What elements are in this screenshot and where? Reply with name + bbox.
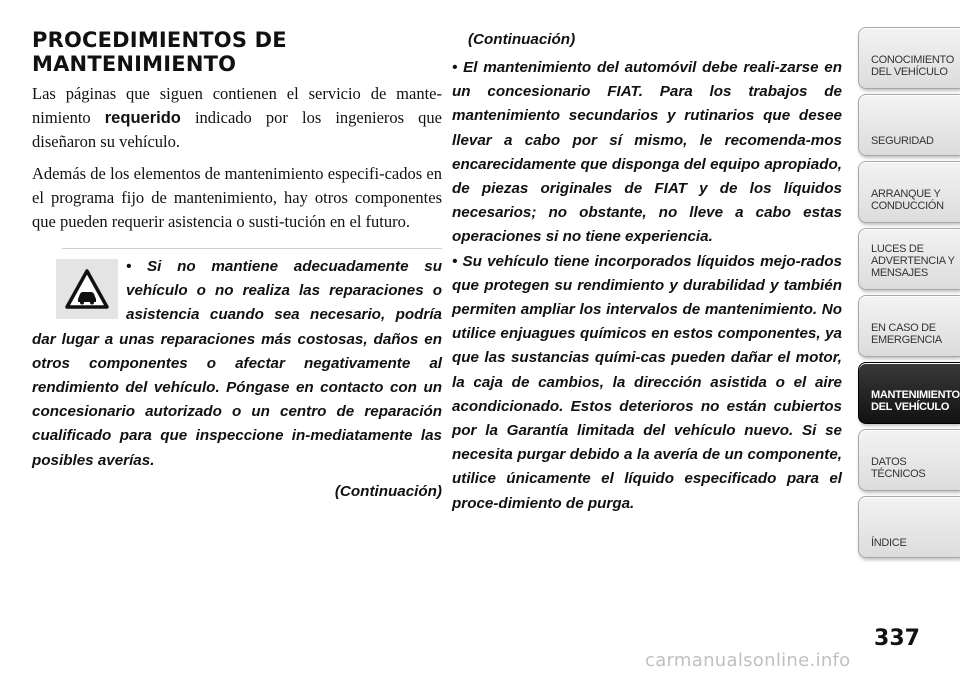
warning-car-triangle-icon: [56, 259, 118, 319]
tab-label-line: DEL VEHÍCULO: [871, 66, 948, 78]
tab-label-line: SEGURIDAD: [871, 135, 934, 147]
watermark: carmanualsonline.info: [645, 650, 851, 671]
tab-label-line: DEL VEHÍCULO: [871, 401, 950, 413]
section-tabs: [858, 27, 960, 563]
tab-label-line: CONDUCCIÓN: [871, 200, 944, 212]
tab-label-line: TÉCNICOS: [871, 468, 926, 480]
left-column: [32, 28, 442, 500]
tab-arranque-conduccion[interactable]: [858, 161, 960, 223]
tab-label-line: EMERGENCIA: [871, 334, 942, 346]
intro-text-2: indicado por los ingenieros que diseñaron su vehículo.: [32, 108, 442, 151]
title-line-1: PROCEDIMIENTOS DE: [32, 28, 287, 52]
page-title: [32, 28, 442, 76]
page-number: 337: [874, 626, 920, 651]
bullet-dealer-maintenance: • El mantenimiento del automóvil debe reali-zarse en un concesionario FIAT. Para los trabajos de mantenimiento secundarios y rutinarios que desee llevar a cabo por sí mismo, le recomenda-mos encarecidamente que disponga del equipo apropiado, de piezas originales de FIAT y de los líquidos necesarios; no obstante, no lleve a cabo estas operaciones si no tiene experiencia.: [452, 59, 842, 246]
tab-conocimiento-vehiculo[interactable]: [858, 27, 960, 89]
tab-emergencia[interactable]: [858, 295, 960, 357]
tab-indice[interactable]: [858, 496, 960, 558]
tab-label-line: CONOCIMIENTO: [871, 54, 954, 66]
intro-text-1: Las páginas que siguen contienen el servicio de mante-nimiento: [32, 84, 442, 127]
tab-label-line: LUCES DE: [871, 243, 924, 255]
tab-label-line: ÍNDICE: [871, 537, 907, 549]
tab-label-line: MANTENIMIENTO: [871, 389, 960, 401]
tab-mantenimiento-vehiculo[interactable]: [858, 362, 960, 424]
tab-label-line: EN CASO DE: [871, 322, 936, 334]
title-line-2: MANTENIMIENTO: [32, 52, 237, 76]
right-column: [452, 28, 842, 516]
second-paragraph: Además de los elementos de mantenimiento especifi-cados en el programa fijo de mantenimiento, hay otros componentes que pueden requerir asistencia o susti-tución en el futuro.: [32, 164, 442, 231]
intro-paragraph: [32, 82, 442, 154]
tab-seguridad[interactable]: [858, 94, 960, 156]
right-bullets: [452, 56, 842, 516]
continued-label-right: (Continuación): [468, 31, 576, 48]
tab-luces-advertencia[interactable]: [858, 228, 960, 290]
warning-block: [32, 255, 442, 500]
tab-label-line: ADVERTENCIA Y: [871, 255, 955, 267]
intro-bold-word: requerido: [104, 109, 181, 127]
warning-divider: [62, 248, 442, 249]
tab-label-line: MENSAJES: [871, 267, 928, 279]
tab-datos-tecnicos[interactable]: [858, 429, 960, 491]
bullet-fluids: • Su vehículo tiene incorporados líquidos mejo-rados que protegen su rendimiento y durabilidad y también permiten ampliar los intervalos de mantenimiento. No utilice enjuagues químicos en estos componentes, ya que las sustancias quími-cas pueden dañar el motor, la caja de cambios, la dirección asistida o el aire acondicionado. Estos deterioros no están cubiertos por la Garantía limitada del vehículo nuevo. Si se necesita purgar debido a la avería de un componente, utilice únicamente el líquido especificado para el proce-dimiento de purga.: [452, 252, 842, 512]
continued-label-left: (Continuación): [334, 482, 442, 500]
tab-label-line: DATOS: [871, 456, 907, 468]
warning-text: • Si no mantiene adecuadamente su vehículo o no realiza las reparaciones o asistencia cuando sea necesario, podría dar lugar a unas reparaciones más costosas, daños en otros componentes o afectar negativamente al rendimiento del vehículo. Póngase en contacto con un concesionario autorizado o un centro de reparación cualificado para que inspeccione in-mediatamente las posibles averías.: [32, 258, 442, 469]
tab-label-line: ARRANQUE Y: [871, 188, 941, 200]
